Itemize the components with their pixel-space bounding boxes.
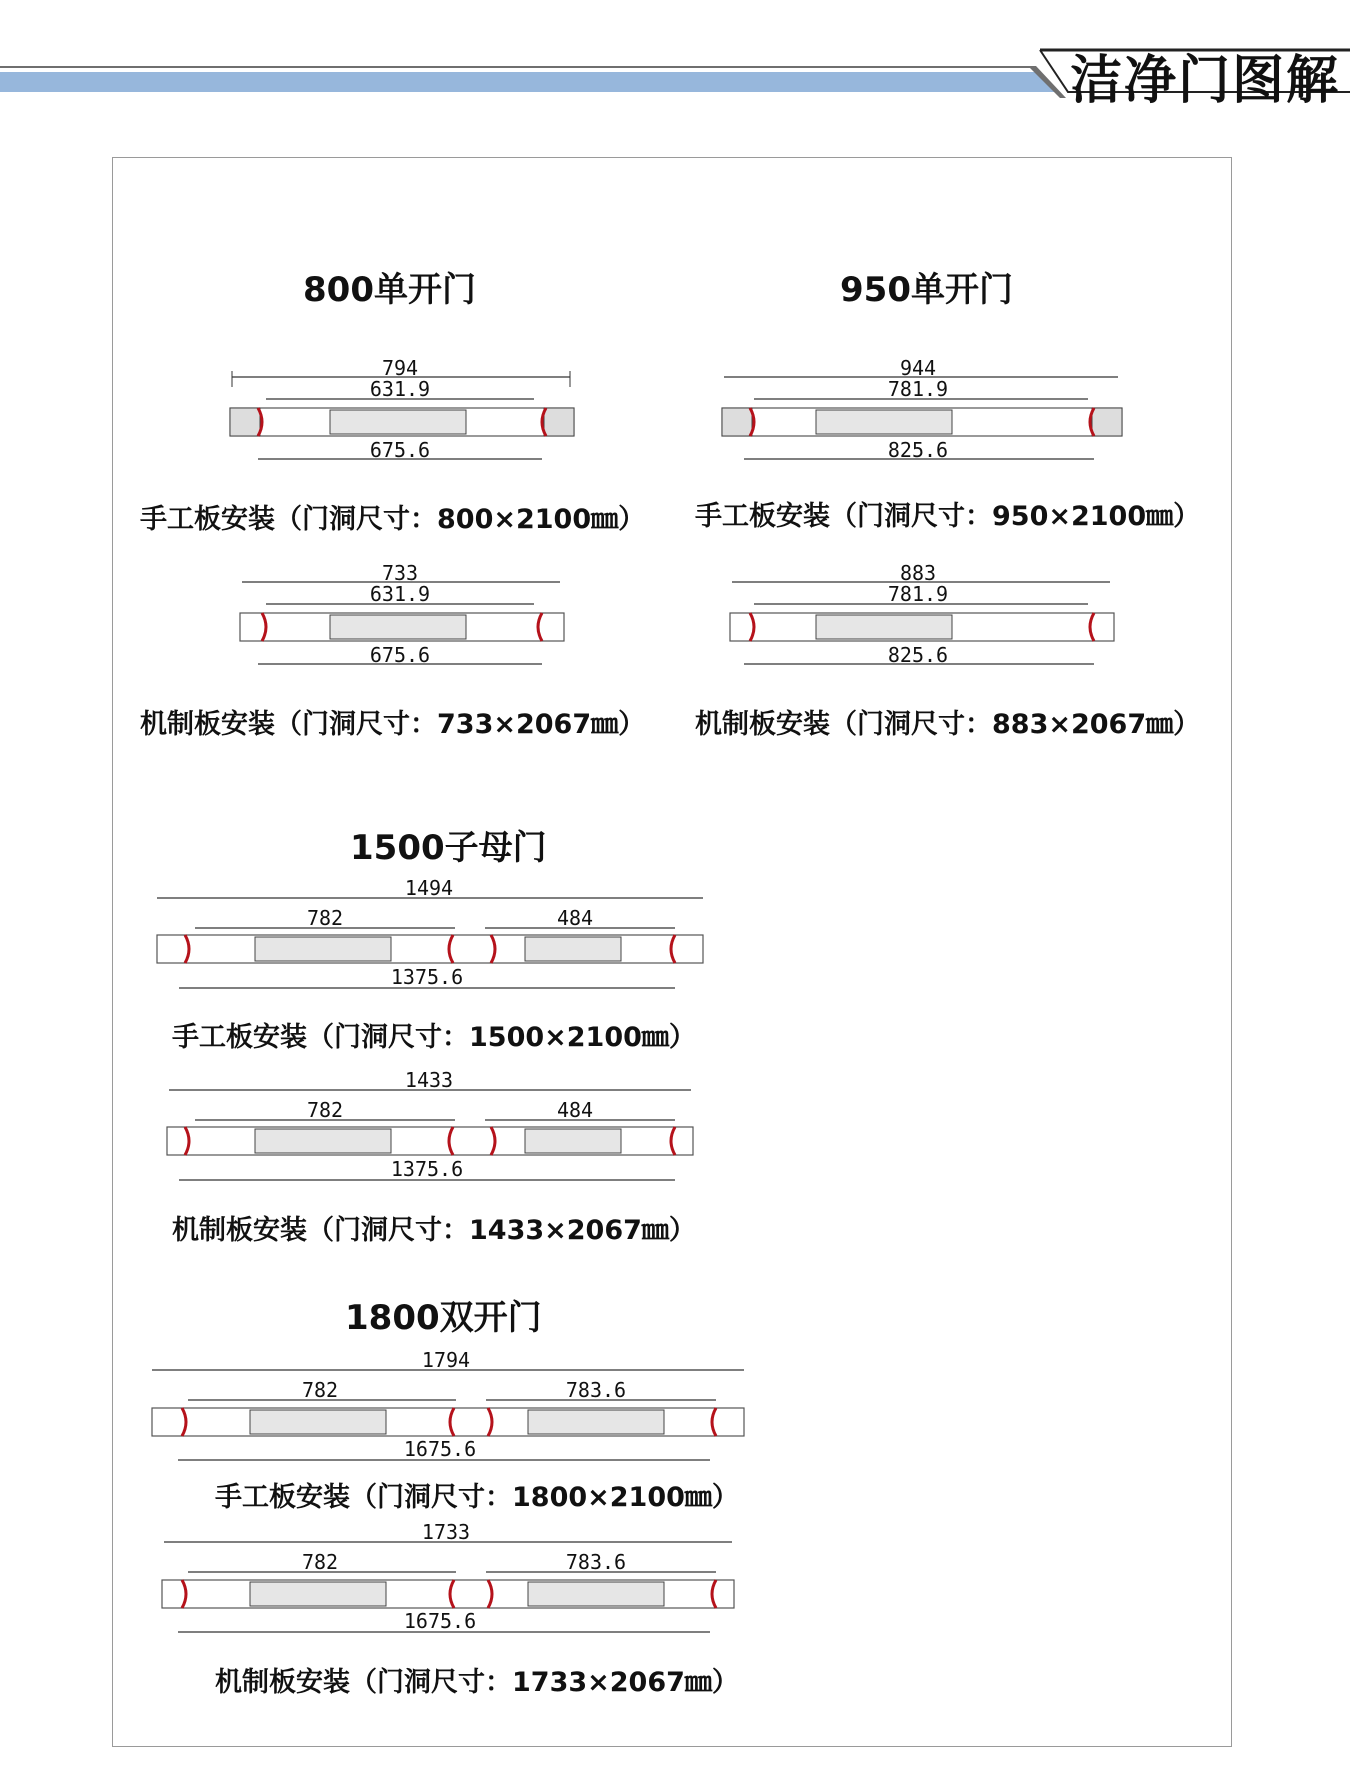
dim-bottom: 1675.6 — [403, 1437, 477, 1461]
dim-overall: 733 — [381, 561, 419, 585]
door-diagram-950-mach — [714, 561, 1134, 680]
caption-1800-mach: 机制板安装（门洞尺寸：1733×2067㎜） — [215, 1667, 739, 1698]
dim-inner: 781.9 — [887, 377, 949, 401]
caption-950-hand: 手工板安装（门洞尺寸：950×2100㎜） — [695, 501, 1201, 532]
dim-bottom: 825.6 — [887, 438, 949, 462]
door-diagram-950-hand — [714, 356, 1134, 475]
dim-leaf-right: 783.6 — [565, 1378, 627, 1402]
section-title-1500: 1500子母门 — [350, 828, 547, 868]
dim-overall: 883 — [899, 561, 937, 585]
dim-leaf-sub: 484 — [556, 906, 594, 930]
dim-leaf-left: 782 — [301, 1378, 339, 1402]
door-diagram-1800-mach — [150, 1520, 750, 1639]
dim-leaf-main: 782 — [306, 1098, 344, 1122]
dim-bottom: 675.6 — [369, 643, 431, 667]
door-diagram-800-mach — [222, 561, 582, 680]
caption-1800-hand: 手工板安装（门洞尺寸：1800×2100㎜） — [215, 1482, 739, 1513]
caption-800-mach: 机制板安装（门洞尺寸：733×2067㎜） — [140, 709, 646, 740]
dim-bottom: 1375.6 — [390, 965, 464, 989]
dim-overall: 1794 — [421, 1348, 471, 1372]
dim-overall: 794 — [381, 356, 419, 380]
caption-1500-mach: 机制板安装（门洞尺寸：1433×2067㎜） — [172, 1215, 696, 1246]
dim-bottom: 1675.6 — [403, 1609, 477, 1633]
door-diagram-1800-hand — [150, 1348, 750, 1467]
section-title-1800: 1800双开门 — [345, 1298, 542, 1338]
dim-inner: 631.9 — [369, 582, 431, 606]
caption-950-mach: 机制板安装（门洞尺寸：883×2067㎜） — [695, 709, 1201, 740]
dim-leaf-main: 782 — [306, 906, 344, 930]
page-title: 洁净门图解 — [1069, 51, 1340, 111]
section-title-950: 950单开门 — [840, 270, 1013, 310]
dim-bottom: 675.6 — [369, 438, 431, 462]
door-diagram-1500-mach — [155, 1068, 715, 1187]
dim-overall: 1494 — [404, 876, 454, 900]
dim-overall: 1733 — [421, 1520, 471, 1544]
dim-leaf-sub: 484 — [556, 1098, 594, 1122]
caption-800-hand: 手工板安装（门洞尺寸：800×2100㎜） — [140, 504, 646, 535]
dim-leaf-right: 783.6 — [565, 1550, 627, 1574]
dim-inner: 781.9 — [887, 582, 949, 606]
dim-inner: 631.9 — [369, 377, 431, 401]
dim-bottom: 1375.6 — [390, 1157, 464, 1181]
section-title-800: 800单开门 — [303, 270, 476, 310]
dim-leaf-left: 782 — [301, 1550, 339, 1574]
door-diagram-800-hand — [222, 356, 582, 475]
door-diagram-1500-hand — [155, 876, 715, 995]
caption-1500-hand: 手工板安装（门洞尺寸：1500×2100㎜） — [172, 1022, 696, 1053]
dim-overall: 1433 — [404, 1068, 454, 1092]
dim-bottom: 825.6 — [887, 643, 949, 667]
dim-overall: 944 — [899, 356, 937, 380]
